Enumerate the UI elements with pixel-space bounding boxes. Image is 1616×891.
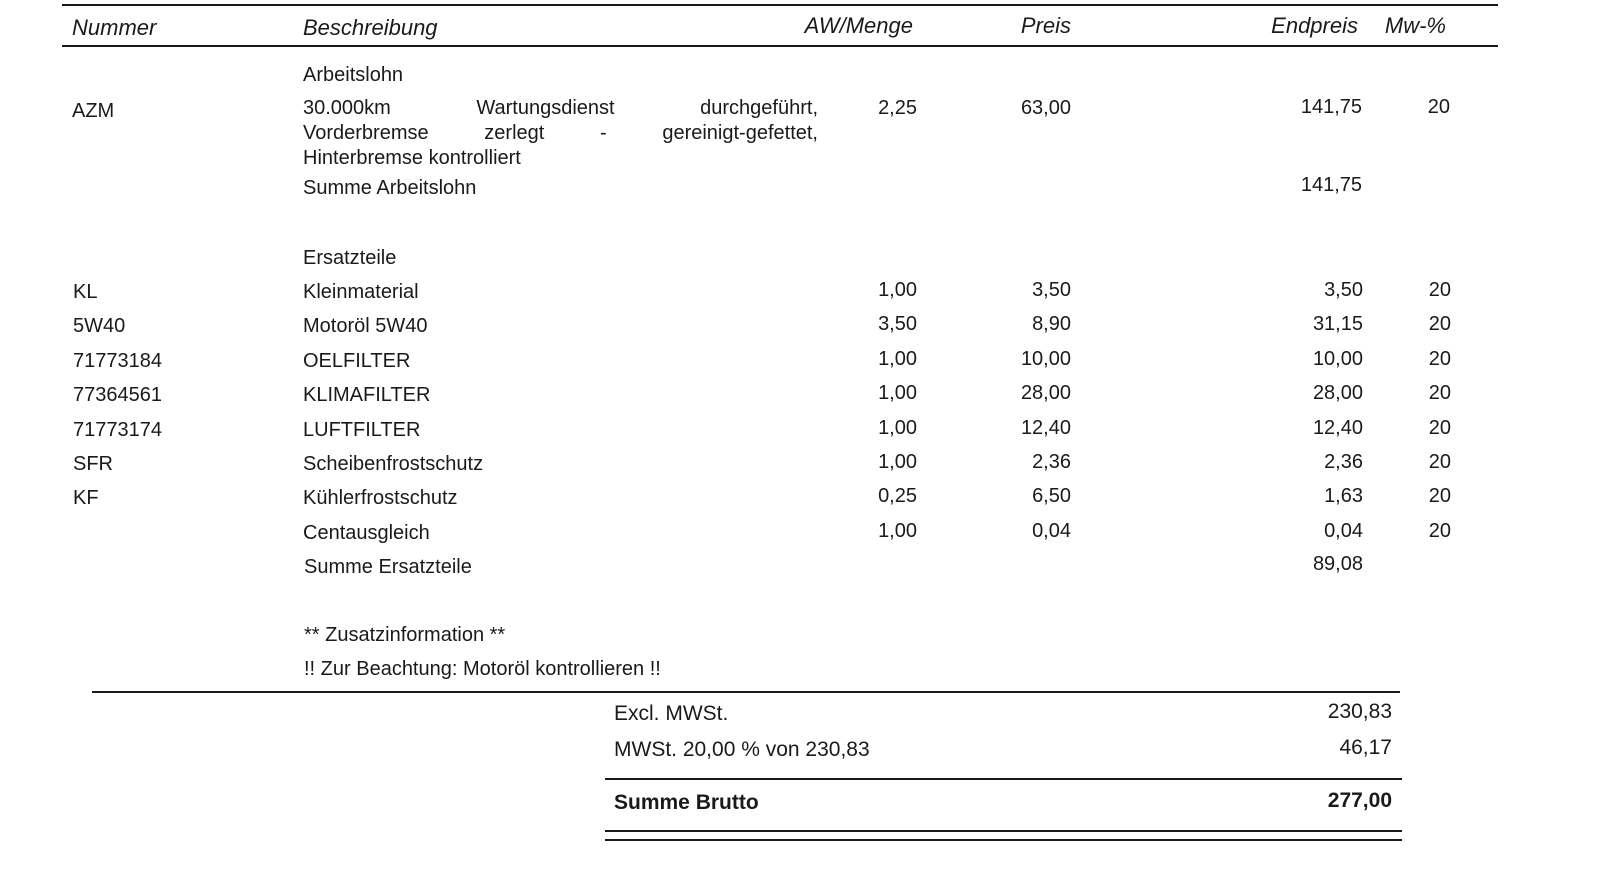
part-endpreis: 1,63	[1324, 485, 1363, 508]
part-menge: 0,25	[878, 485, 917, 508]
header-beschreibung: Beschreibung	[303, 15, 438, 40]
part-preis: 0,04	[1032, 519, 1071, 542]
part-preis: 28,00	[1020, 382, 1071, 405]
part-description: Centausgleich	[303, 521, 430, 544]
section-title-arbeitslohn: Arbeitslohn	[303, 64, 404, 86]
part-menge: 1,00	[878, 382, 917, 405]
header-menge: AW/Menge	[804, 13, 913, 38]
part-menge: 1,00	[878, 451, 917, 473]
part-endpreis: 2,36	[1324, 451, 1363, 473]
totals-rule	[92, 691, 1400, 693]
part-menge: 1,00	[878, 347, 917, 370]
double-rule-top	[605, 830, 1402, 832]
item-endpreis: 141,75	[1300, 96, 1362, 118]
part-nummer: SFR	[73, 453, 113, 475]
sum-ersatzteile-label: Summe Ersatzteile	[304, 556, 472, 578]
part-mwst: 20	[1428, 416, 1451, 439]
part-menge: 1,00	[878, 279, 917, 301]
part-mwst: 20	[1428, 485, 1451, 508]
part-description: Kühlerfrostschutz	[303, 487, 458, 510]
part-mwst: 20	[1428, 347, 1451, 370]
part-mwst: 20	[1428, 519, 1451, 542]
part-endpreis: 31,15	[1312, 313, 1363, 336]
sum-ersatzteile-value: 89,08	[1312, 553, 1363, 575]
note-beachtung: !! Zur Beachtung: Motoröl kontrollieren !!	[304, 658, 661, 680]
part-description: LUFTFILTER	[303, 418, 421, 441]
part-endpreis: 10,00	[1312, 347, 1363, 370]
part-menge: 1,00	[878, 519, 917, 542]
part-nummer: KF	[73, 487, 99, 510]
part-mwst: 20	[1428, 451, 1451, 473]
item-description	[303, 96, 818, 171]
item-menge: 2,25	[878, 97, 917, 119]
item-nummer: AZM	[72, 100, 115, 122]
brutto-rule	[605, 778, 1402, 780]
part-description: Scheibenfrostschutz	[303, 453, 484, 475]
part-nummer: 71773184	[73, 349, 162, 372]
part-description: OELFILTER	[303, 349, 411, 372]
summe-brutto-value: 277,00	[1327, 789, 1392, 812]
excl-mwst-value: 230,83	[1327, 700, 1392, 723]
part-preis: 6,50	[1032, 485, 1071, 508]
header-mwst: Mw-%	[1384, 13, 1446, 38]
part-nummer: KL	[73, 281, 98, 303]
part-mwst: 20	[1428, 313, 1451, 336]
excl-mwst-label: Excl. MWSt.	[614, 702, 729, 725]
part-description: KLIMAFILTER	[303, 384, 431, 407]
section-title-ersatzteile: Ersatzteile	[303, 247, 397, 269]
mwst-value: 46,17	[1339, 736, 1392, 759]
header-endpreis: Endpreis	[1271, 13, 1358, 38]
desc-line: Hinterbremse kontrolliert	[303, 147, 521, 169]
top-rule	[62, 4, 1498, 6]
part-endpreis: 28,00	[1312, 382, 1363, 405]
part-preis: 12,40	[1020, 416, 1071, 439]
part-description: Motoröl 5W40	[303, 315, 428, 338]
desc-line: Vorderbremse zerlegt - gereinigt-gefettet,	[303, 122, 818, 144]
part-endpreis: 0,04	[1324, 519, 1363, 542]
note-zusatzinformation: ** Zusatzinformation **	[304, 624, 506, 646]
header-rule	[62, 45, 1498, 47]
item-mwst: 20	[1427, 96, 1450, 118]
double-rule-bottom	[605, 839, 1402, 841]
item-preis: 63,00	[1020, 97, 1071, 119]
desc-line: 30.000km Wartungsdienst durchgeführt,	[303, 97, 818, 119]
part-preis: 3,50	[1032, 279, 1071, 301]
part-preis: 10,00	[1020, 347, 1071, 370]
sum-arbeitslohn-label: Summe Arbeitslohn	[303, 177, 477, 199]
summe-brutto-label: Summe Brutto	[614, 791, 759, 814]
part-preis: 8,90	[1032, 313, 1071, 336]
part-description: Kleinmaterial	[303, 281, 419, 303]
part-mwst: 20	[1428, 279, 1451, 301]
header-preis: Preis	[1020, 13, 1071, 38]
part-nummer: 77364561	[73, 384, 162, 407]
part-nummer: 71773174	[73, 418, 162, 441]
sum-arbeitslohn-value: 141,75	[1300, 174, 1362, 196]
header-nummer: Nummer	[72, 15, 157, 40]
mwst-label: MWSt. 20,00 % von 230,83	[614, 738, 870, 761]
part-endpreis: 12,40	[1312, 416, 1363, 439]
part-mwst: 20	[1428, 382, 1451, 405]
part-nummer: 5W40	[73, 315, 126, 338]
part-menge: 3,50	[878, 313, 917, 336]
part-preis: 2,36	[1032, 451, 1071, 473]
part-endpreis: 3,50	[1324, 279, 1363, 301]
part-menge: 1,00	[878, 416, 917, 439]
